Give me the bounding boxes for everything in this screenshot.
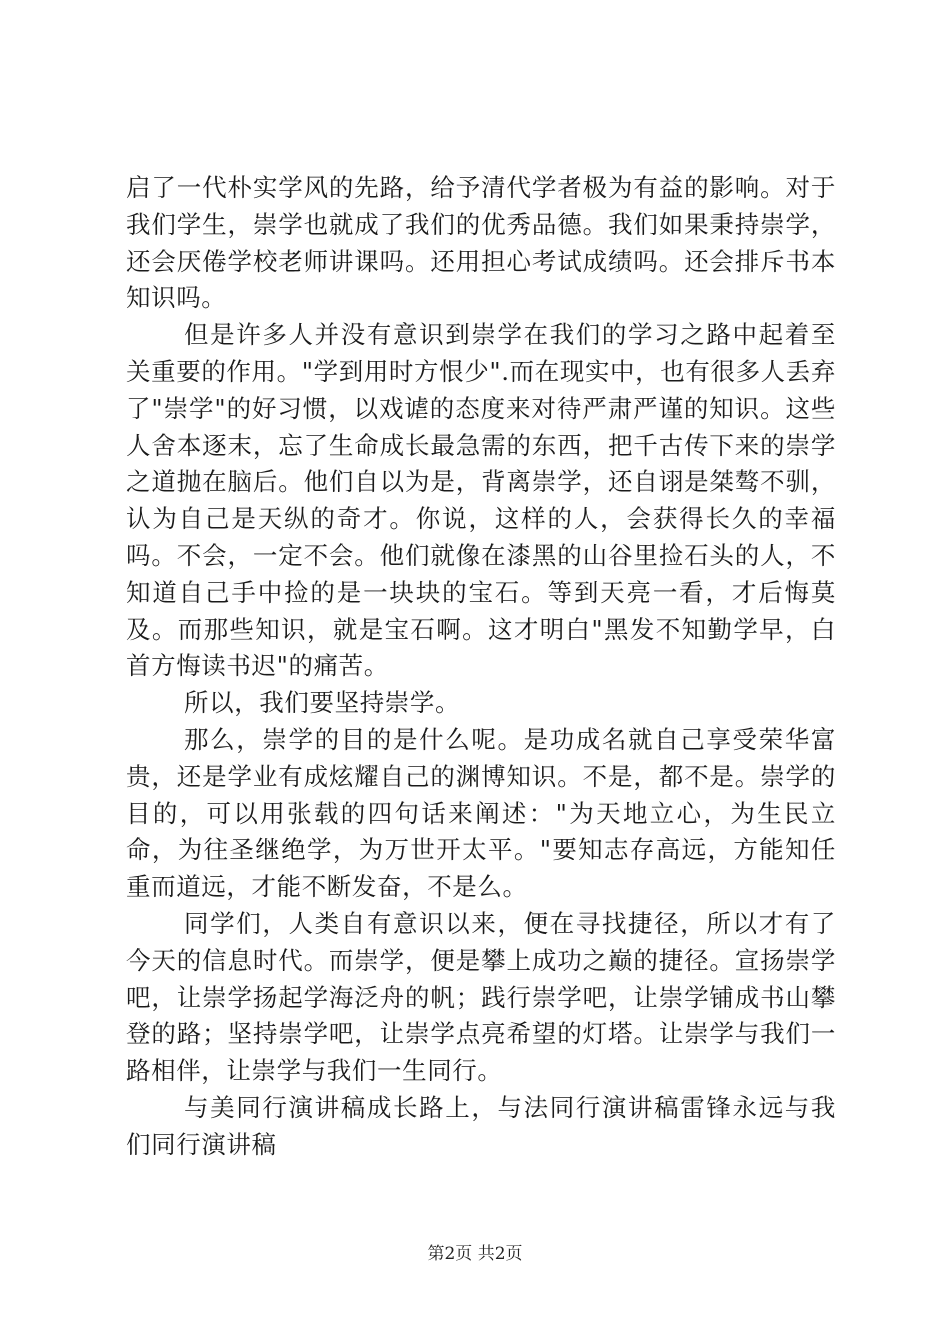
paragraph: 与美同行演讲稿成长路上，与法同行演讲稿雷锋永远与我们同行演讲稿 [126, 1092, 836, 1159]
document-body [126, 170, 836, 1164]
paragraph-continuation: 启了一代朴实学风的先路，给予清代学者极为有益的影响。对于我们学生，崇学也就成了我们的优秀品德。我们如果秉持崇学，还会厌倦学校老师讲课吗。还用担心考试成绩吗。还会排斥书本知识吗。 [126, 173, 836, 313]
paragraph: 但是许多人并没有意识到崇学在我们的学习之路中起着至关重要的作用。"学到用时方恨少".而在现实中，也有很多人丢弃了"崇学"的好习惯，以戏谑的态度来对待严肃严谨的知识。这些人舍本逐末，忘了生命成长最急需的东西，把千古传下来的崇学之道抛在脑后。他们自以为是，背离崇学，还自诩是桀骜不驯，认为自己是天纵的奇才。你说，这样的人，会获得长久的幸福吗。不会，一定不会。他们就像在漆黑的山谷里捡石头的人，不知道自己手中捡的是一块块的宝石。等到天亮一看，才后悔莫及。而那些知识，就是宝石啊。这才明白"黑发不知勤学早，白首方悔读书迟"的痛苦。 [126, 320, 836, 681]
page-number-footer: 第2页 共2页 [427, 1244, 523, 1264]
paragraph: 同学们，人类自有意识以来，便在寻找捷径，所以才有了今天的信息时代。而崇学，便是攀上成功之巅的捷径。宣扬崇学吧，让崇学扬起学海泛舟的帆；践行崇学吧，让崇学铺成书山攀登的路；坚持崇学吧，让崇学点亮希望的灯塔。让崇学与我们一路相伴，让崇学与我们一生同行。 [126, 908, 836, 1086]
paragraph: 那么，崇学的目的是什么呢。是功成名就自己享受荣华富贵，还是学业有成炫耀自己的渊博知识。不是，都不是。崇学的目的，可以用张载的四句话来阐述："为天地立心，为生民立命，为往圣继绝学，为万世开太平。"要知志存高远，方能知任重而道远，才能不断发奋，不是么。 [126, 724, 836, 902]
paragraph: 所以，我们要坚持崇学。 [184, 688, 461, 718]
